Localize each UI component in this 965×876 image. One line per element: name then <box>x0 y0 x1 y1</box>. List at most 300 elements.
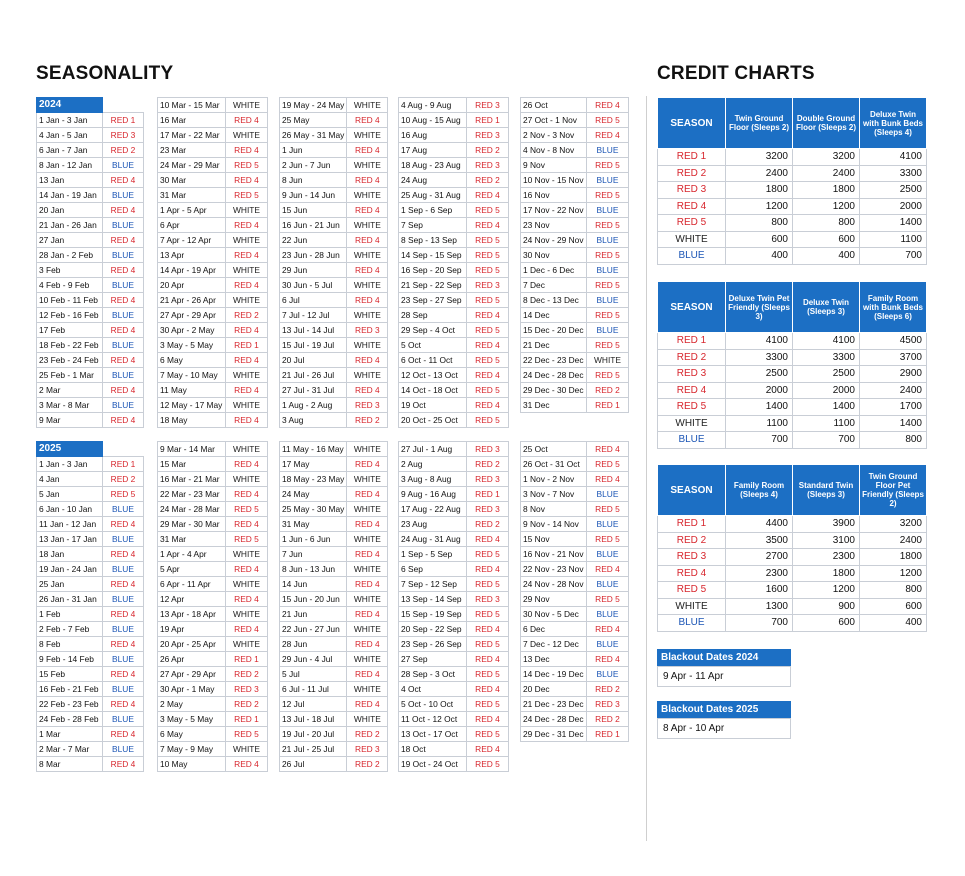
season-cell: RED 4 <box>347 143 388 158</box>
date-range-cell: 8 Feb <box>37 637 103 652</box>
table-row <box>521 128 629 143</box>
date-range-cell: 2 May <box>158 697 226 712</box>
table-row <box>37 742 144 757</box>
credit-value-cell: 3200 <box>726 149 793 166</box>
date-range-cell: 30 Apr - 1 May <box>158 682 226 697</box>
date-range-cell: 17 Nov - 22 Nov <box>521 203 587 218</box>
season-cell: WHITE <box>347 308 388 323</box>
table-row <box>280 278 388 293</box>
date-range-cell: 22 Jun <box>280 233 347 248</box>
table-row <box>280 502 388 517</box>
table-row <box>521 323 629 338</box>
date-range-cell: 9 Feb - 14 Feb <box>37 652 103 667</box>
date-range-cell: 13 Sep - 14 Sep <box>399 592 467 607</box>
season-cell: RED 4 <box>587 472 629 487</box>
date-range-cell: 22 Mar - 23 Mar <box>158 487 226 502</box>
table-row <box>280 203 388 218</box>
date-range-cell: 1 Dec - 6 Dec <box>521 263 587 278</box>
table-row <box>658 565 927 582</box>
date-range-cell: 6 Apr <box>158 218 226 233</box>
season-cell: BLUE <box>587 143 629 158</box>
season-cell: BLUE <box>103 592 144 607</box>
table-row <box>658 432 927 449</box>
table-row <box>399 652 509 667</box>
date-range-cell: 4 Jan - 5 Jan <box>37 128 103 143</box>
season-cell: WHITE <box>347 622 388 637</box>
season-cell: WHITE <box>226 233 268 248</box>
season-cell: WHITE <box>347 532 388 547</box>
season-cell: RED 2 <box>347 413 388 428</box>
date-range-cell: 29 Jun <box>280 263 347 278</box>
season-cell: BLUE <box>103 158 144 173</box>
date-range-cell: 29 Jun - 4 Jul <box>280 652 347 667</box>
table-row <box>37 263 144 278</box>
table-row <box>280 712 388 727</box>
table-row <box>399 203 509 218</box>
table-row <box>158 667 268 682</box>
date-range-cell: 5 Jan <box>37 487 103 502</box>
table-row <box>521 727 629 742</box>
season-cell: RED 4 <box>103 697 144 712</box>
table-row <box>158 113 268 128</box>
blackout-2025 <box>657 701 791 739</box>
season-cell: BLUE <box>103 278 144 293</box>
season-cell: BLUE <box>103 622 144 637</box>
season-cell: RED 5 <box>103 487 144 502</box>
credit-table <box>657 97 927 265</box>
date-range-cell: 24 Aug - 31 Aug <box>399 532 467 547</box>
date-range-cell: 19 May - 24 May <box>280 98 347 113</box>
season-cell: RED 4 <box>226 517 268 532</box>
date-range-cell: 29 Nov <box>521 592 587 607</box>
table-row <box>521 353 629 368</box>
season-cell: RED 3 <box>347 398 388 413</box>
credit-value-cell: 2400 <box>726 165 793 182</box>
table-row <box>399 338 509 353</box>
table-row <box>158 323 268 338</box>
table-row <box>158 368 268 383</box>
season-cell: RED 4 <box>347 667 388 682</box>
date-range-cell: 18 Feb - 22 Feb <box>37 338 103 353</box>
season-cell: RED 4 <box>103 637 144 652</box>
date-range-cell: 8 Mar <box>37 757 103 772</box>
table-row <box>158 293 268 308</box>
table-row <box>158 592 268 607</box>
season-cell: RED 5 <box>587 278 629 293</box>
date-range-cell: 24 Feb - 28 Feb <box>37 712 103 727</box>
season-cell: RED 5 <box>587 502 629 517</box>
date-range-cell: 27 Jan <box>37 233 103 248</box>
season-cell: RED 4 <box>103 413 144 428</box>
date-range-cell: 21 Jul - 26 Jul <box>280 368 347 383</box>
table-row <box>521 472 629 487</box>
date-range-cell: 4 Jan <box>37 472 103 487</box>
table-row <box>37 487 144 502</box>
season-cell: RED 5 <box>467 233 509 248</box>
table-row <box>158 487 268 502</box>
date-range-cell: 7 May - 10 May <box>158 368 226 383</box>
season-cell: RED 4 <box>347 203 388 218</box>
table-row <box>158 278 268 293</box>
season-cell: RED 5 <box>467 697 509 712</box>
date-range-cell: 1 Apr - 5 Apr <box>158 203 226 218</box>
date-range-cell: 20 Dec <box>521 682 587 697</box>
table-row <box>37 173 144 188</box>
date-range-cell: 17 Feb <box>37 323 103 338</box>
year-header-spacer <box>103 98 144 113</box>
table-row <box>399 487 509 502</box>
table-row <box>399 667 509 682</box>
table-row <box>158 577 268 592</box>
season-cell: RED 5 <box>587 308 629 323</box>
date-range-cell: 10 Feb - 11 Feb <box>37 293 103 308</box>
season-cell: RED 5 <box>467 383 509 398</box>
credit-value-cell: 1800 <box>860 549 927 566</box>
table-row <box>399 158 509 173</box>
season-cell: RED 3 <box>467 442 509 457</box>
date-range-cell: 25 Oct <box>521 442 587 457</box>
table-row <box>37 607 144 622</box>
season-cell: RED 5 <box>587 248 629 263</box>
date-range-cell: 1 Aug - 2 Aug <box>280 398 347 413</box>
season-cell: BLUE <box>103 502 144 517</box>
credit-value-cell: 600 <box>793 231 860 248</box>
season-cell: RED 5 <box>587 188 629 203</box>
date-range-cell: 3 Aug - 8 Aug <box>399 472 467 487</box>
table-row <box>658 198 927 215</box>
credit-column-header: Twin Ground Floor (Sleeps 2) <box>726 98 793 149</box>
season-cell: RED 3 <box>467 502 509 517</box>
season-cell: RED 5 <box>467 577 509 592</box>
table-row <box>521 622 629 637</box>
table-row <box>399 502 509 517</box>
table-row <box>521 652 629 667</box>
credit-charts-heading: CREDIT CHARTS <box>657 63 815 84</box>
table-row <box>280 472 388 487</box>
date-range-cell: 14 Jan - 19 Jan <box>37 188 103 203</box>
date-range-cell: 12 Apr <box>158 592 226 607</box>
season-cell: RED 1 <box>103 457 144 472</box>
table-row <box>399 188 509 203</box>
date-range-cell: 31 Dec <box>521 398 587 413</box>
date-range-cell: 31 Mar <box>158 532 226 547</box>
date-range-cell: 24 Mar - 29 Mar <box>158 158 226 173</box>
table-row <box>158 203 268 218</box>
season-cell: RED 3 <box>467 278 509 293</box>
season-cell: RED 2 <box>347 757 388 772</box>
table-row <box>658 415 927 432</box>
date-range-cell: 7 Dec - 12 Dec <box>521 637 587 652</box>
date-range-cell: 11 May - 16 May <box>280 442 347 457</box>
table-row <box>158 532 268 547</box>
date-range-cell: 16 Feb - 21 Feb <box>37 682 103 697</box>
season-cell: RED 5 <box>587 113 629 128</box>
season-cell: WHITE <box>226 128 268 143</box>
table-row <box>280 622 388 637</box>
credit-column-header: Deluxe Twin (Sleeps 3) <box>793 282 860 333</box>
date-range-cell: 18 Jan <box>37 547 103 562</box>
date-range-cell: 21 Sep - 22 Sep <box>399 278 467 293</box>
season-cell: BLUE <box>587 203 629 218</box>
date-range-cell: 25 Aug - 31 Aug <box>399 188 467 203</box>
date-range-cell: 8 Sep - 13 Sep <box>399 233 467 248</box>
season-name-cell: RED 2 <box>658 349 726 366</box>
table-row <box>158 338 268 353</box>
date-range-cell: 8 Jun - 13 Jun <box>280 562 347 577</box>
table-row <box>280 338 388 353</box>
season-cell: RED 4 <box>347 233 388 248</box>
date-range-cell: 29 Dec - 31 Dec <box>521 727 587 742</box>
table-row <box>280 143 388 158</box>
table-row <box>37 457 144 472</box>
season-cell: RED 1 <box>103 113 144 128</box>
table-row <box>158 727 268 742</box>
credit-value-cell: 1200 <box>726 198 793 215</box>
table-row <box>399 697 509 712</box>
table-row <box>158 158 268 173</box>
credit-value-cell: 900 <box>793 598 860 615</box>
table-row <box>521 442 629 457</box>
season-cell: WHITE <box>347 502 388 517</box>
season-cell: RED 4 <box>226 113 268 128</box>
table-row <box>280 128 388 143</box>
table-row <box>399 442 509 457</box>
season-cell: RED 1 <box>226 652 268 667</box>
table-row <box>280 173 388 188</box>
season-name-cell: RED 3 <box>658 549 726 566</box>
table-row <box>158 502 268 517</box>
table-row <box>399 547 509 562</box>
season-name-cell: WHITE <box>658 415 726 432</box>
season-cell: RED 3 <box>467 592 509 607</box>
table-row <box>658 231 927 248</box>
date-range-cell: 17 Mar - 22 Mar <box>158 128 226 143</box>
season-cell: WHITE <box>226 547 268 562</box>
season-cell: RED 5 <box>226 727 268 742</box>
date-range-cell: 16 Nov - 21 Nov <box>521 547 587 562</box>
table-row <box>37 547 144 562</box>
table-row <box>280 757 388 772</box>
table-row <box>280 577 388 592</box>
season-cell: RED 4 <box>226 248 268 263</box>
credit-value-cell: 700 <box>726 615 793 632</box>
date-range-cell: 6 Jan - 10 Jan <box>37 502 103 517</box>
season-cell: RED 2 <box>226 308 268 323</box>
table-row <box>37 682 144 697</box>
date-range-cell: 13 Jan <box>37 173 103 188</box>
season-cell: WHITE <box>226 637 268 652</box>
credit-value-cell: 1800 <box>793 182 860 199</box>
table-row <box>521 218 629 233</box>
season-table <box>157 97 268 428</box>
date-range-cell: 29 Mar - 30 Mar <box>158 517 226 532</box>
season-cell: WHITE <box>347 188 388 203</box>
table-row <box>158 218 268 233</box>
table-row <box>37 622 144 637</box>
season-cell: RED 4 <box>226 622 268 637</box>
table-row <box>521 502 629 517</box>
table-row <box>158 248 268 263</box>
season-cell: WHITE <box>347 278 388 293</box>
date-range-cell: 27 Jul - 31 Jul <box>280 383 347 398</box>
table-row <box>37 278 144 293</box>
table-row <box>280 607 388 622</box>
season-cell: BLUE <box>587 607 629 622</box>
table-row <box>280 188 388 203</box>
date-range-cell: 20 Jan <box>37 203 103 218</box>
table-row <box>280 398 388 413</box>
date-range-cell: 27 Apr - 29 Apr <box>158 667 226 682</box>
season-cell: RED 4 <box>347 547 388 562</box>
table-row <box>399 727 509 742</box>
table-row <box>399 248 509 263</box>
credit-value-cell: 1600 <box>726 582 793 599</box>
table-row <box>399 532 509 547</box>
table-row <box>521 398 629 413</box>
table-row <box>521 203 629 218</box>
date-range-cell: 17 May <box>280 457 347 472</box>
date-range-cell: 26 Jul <box>280 757 347 772</box>
date-range-cell: 15 Sep - 19 Sep <box>399 607 467 622</box>
credit-value-cell: 3300 <box>793 349 860 366</box>
date-range-cell: 16 Aug <box>399 128 467 143</box>
season-name-cell: RED 1 <box>658 333 726 350</box>
table-row <box>399 682 509 697</box>
date-range-cell: 21 Jan - 26 Jan <box>37 218 103 233</box>
date-range-cell: 3 Aug <box>280 413 347 428</box>
season-cell: RED 5 <box>587 338 629 353</box>
table-row <box>658 399 927 416</box>
table-row <box>37 143 144 158</box>
credit-value-cell: 1200 <box>793 198 860 215</box>
season-cell: RED 4 <box>467 338 509 353</box>
credit-value-cell: 1200 <box>793 582 860 599</box>
credit-value-cell: 400 <box>860 615 927 632</box>
table-row <box>399 712 509 727</box>
table-row <box>399 323 509 338</box>
season-cell: RED 2 <box>467 517 509 532</box>
date-range-cell: 7 Sep - 12 Sep <box>399 577 467 592</box>
date-range-cell: 24 Aug <box>399 173 467 188</box>
season-cell: RED 5 <box>467 293 509 308</box>
table-row <box>399 517 509 532</box>
table-row <box>521 457 629 472</box>
season-cell: RED 4 <box>467 218 509 233</box>
credit-value-cell: 400 <box>793 248 860 265</box>
table-row <box>521 577 629 592</box>
table-row <box>521 173 629 188</box>
table-row <box>280 218 388 233</box>
date-range-cell: 6 Apr - 11 Apr <box>158 577 226 592</box>
date-range-cell: 26 May - 31 May <box>280 128 347 143</box>
date-range-cell: 13 Jul - 14 Jul <box>280 323 347 338</box>
date-range-cell: 14 Dec <box>521 308 587 323</box>
date-range-cell: 15 Jun <box>280 203 347 218</box>
credit-value-cell: 4400 <box>726 516 793 533</box>
date-range-cell: 16 Sep - 20 Sep <box>399 263 467 278</box>
date-range-cell: 21 Jul - 25 Jul <box>280 742 347 757</box>
table-row <box>658 582 927 599</box>
season-cell: WHITE <box>347 472 388 487</box>
date-range-cell: 6 May <box>158 353 226 368</box>
season-cell: RED 4 <box>587 652 629 667</box>
table-row <box>399 562 509 577</box>
table-row <box>399 278 509 293</box>
date-range-cell: 3 Mar - 8 Mar <box>37 398 103 413</box>
table-row <box>658 349 927 366</box>
credit-table <box>657 281 927 449</box>
credit-value-cell: 2400 <box>860 532 927 549</box>
table-row <box>158 547 268 562</box>
date-range-cell: 30 Jun - 5 Jul <box>280 278 347 293</box>
season-cell: WHITE <box>226 98 268 113</box>
table-row <box>37 293 144 308</box>
season-table <box>520 97 629 413</box>
season-cell: RED 1 <box>226 712 268 727</box>
date-range-cell: 27 Oct - 1 Nov <box>521 113 587 128</box>
season-cell: RED 3 <box>347 323 388 338</box>
date-range-cell: 12 Oct - 13 Oct <box>399 368 467 383</box>
date-range-cell: 24 May <box>280 487 347 502</box>
date-range-cell: 7 Dec <box>521 278 587 293</box>
table-row <box>37 398 144 413</box>
table-row <box>399 353 509 368</box>
table-row <box>521 547 629 562</box>
date-range-cell: 4 Aug - 9 Aug <box>399 98 467 113</box>
season-cell: RED 4 <box>226 457 268 472</box>
date-range-cell: 18 Aug - 23 Aug <box>399 158 467 173</box>
date-range-cell: 7 Apr - 12 Apr <box>158 233 226 248</box>
season-cell: RED 4 <box>467 368 509 383</box>
season-cell: RED 1 <box>587 727 629 742</box>
season-cell: RED 4 <box>103 727 144 742</box>
table-row <box>158 128 268 143</box>
season-cell: RED 5 <box>467 353 509 368</box>
season-table <box>279 441 388 772</box>
season-cell: RED 4 <box>103 263 144 278</box>
date-range-cell: 22 Nov - 23 Nov <box>521 562 587 577</box>
credit-value-cell: 4100 <box>860 149 927 166</box>
season-cell: BLUE <box>103 398 144 413</box>
season-cell: WHITE <box>347 652 388 667</box>
date-range-cell: 23 Feb - 24 Feb <box>37 353 103 368</box>
table-row <box>158 98 268 113</box>
date-range-cell: 9 Aug - 16 Aug <box>399 487 467 502</box>
season-cell: BLUE <box>103 742 144 757</box>
table-row <box>37 757 144 772</box>
season-cell: BLUE <box>587 577 629 592</box>
season-cell: RED 4 <box>467 398 509 413</box>
date-range-cell: 20 Sep - 22 Sep <box>399 622 467 637</box>
date-range-cell: 21 Apr - 26 Apr <box>158 293 226 308</box>
credit-value-cell: 700 <box>726 432 793 449</box>
table-row <box>521 188 629 203</box>
season-cell: RED 4 <box>226 383 268 398</box>
credit-value-cell: 2900 <box>860 366 927 383</box>
credit-value-cell: 4100 <box>726 333 793 350</box>
season-cell: BLUE <box>587 293 629 308</box>
date-range-cell: 3 Feb <box>37 263 103 278</box>
season-cell: RED 4 <box>226 592 268 607</box>
season-cell: WHITE <box>347 592 388 607</box>
table-row <box>399 757 509 772</box>
table-row <box>399 457 509 472</box>
season-cell: RED 4 <box>467 532 509 547</box>
season-cell: BLUE <box>103 532 144 547</box>
season-cell: RED 5 <box>467 607 509 622</box>
date-range-cell: 5 Oct <box>399 338 467 353</box>
table-row <box>521 637 629 652</box>
